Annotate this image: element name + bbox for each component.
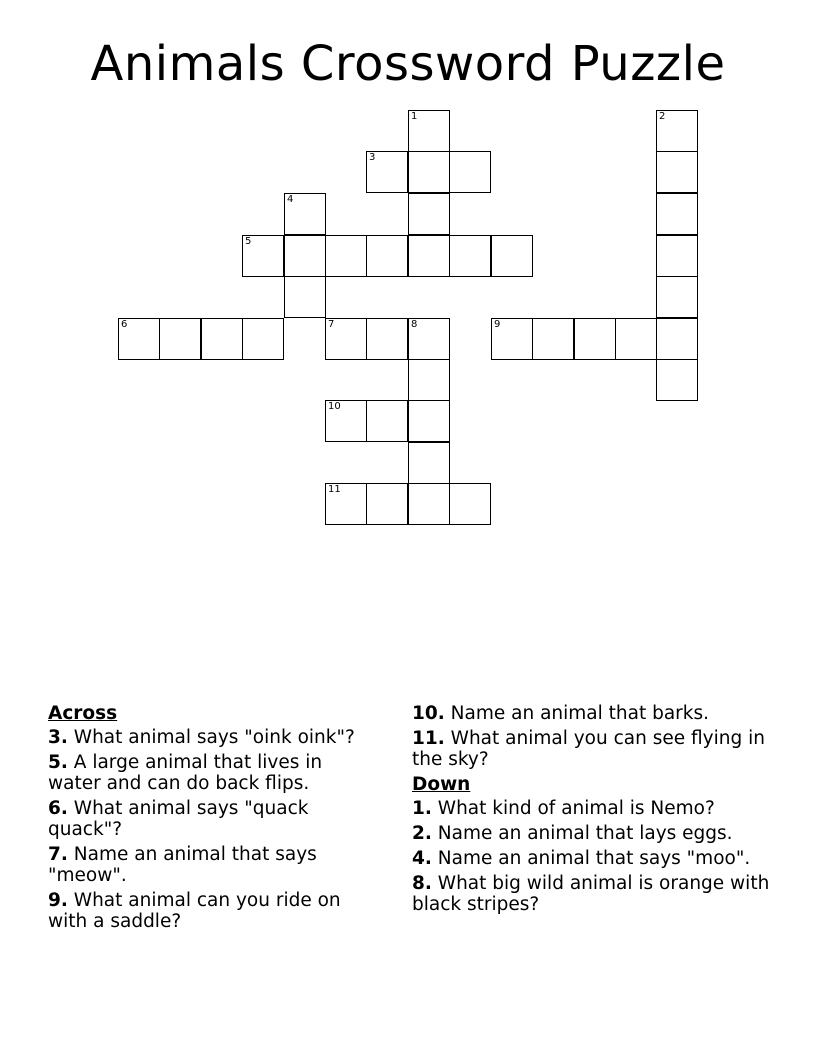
clue-across-6 bbox=[48, 798, 378, 840]
grid-cell[interactable] bbox=[656, 151, 698, 193]
grid-cell[interactable] bbox=[118, 318, 160, 360]
clue-number-label: 11. bbox=[412, 728, 445, 749]
grid-cell[interactable] bbox=[159, 318, 201, 360]
grid-cell[interactable] bbox=[449, 151, 491, 193]
grid-cell[interactable] bbox=[242, 318, 284, 360]
grid-cell[interactable] bbox=[574, 318, 616, 360]
clue-text: What animal you can see flying in the sky? bbox=[412, 728, 765, 770]
grid-cell[interactable] bbox=[366, 400, 408, 442]
grid-cell[interactable] bbox=[408, 442, 450, 484]
page-title: Animals Crossword Puzzle bbox=[90, 36, 726, 92]
clues-continued bbox=[412, 703, 772, 919]
grid-cell[interactable] bbox=[242, 235, 284, 277]
clue-text: What big wild animal is orange with black stripes? bbox=[412, 873, 770, 915]
grid-cell[interactable] bbox=[656, 235, 698, 277]
clue-across-11 bbox=[412, 728, 772, 770]
clue-text: Name an animal that lays eggs. bbox=[431, 823, 733, 844]
clue-down-2 bbox=[412, 823, 772, 844]
clue-across-9 bbox=[48, 890, 378, 932]
clue-number-label: 9. bbox=[48, 890, 68, 911]
clue-text: A large animal that lives in water and can do back flips. bbox=[48, 752, 323, 794]
grid-cell[interactable] bbox=[201, 318, 243, 360]
clue-number-label: 2. bbox=[412, 823, 432, 844]
grid-cell[interactable] bbox=[449, 235, 491, 277]
grid-cell[interactable] bbox=[408, 483, 450, 525]
clue-number: 5 bbox=[245, 236, 252, 247]
clue-number-label: 5. bbox=[48, 752, 68, 773]
clue-text: What kind of animal is Nemo? bbox=[431, 798, 715, 819]
grid-cell[interactable] bbox=[284, 235, 326, 277]
grid-cell[interactable] bbox=[408, 235, 450, 277]
clue-down-8 bbox=[412, 873, 772, 915]
grid-cell[interactable] bbox=[656, 359, 698, 401]
grid-cell[interactable] bbox=[656, 276, 698, 318]
clue-across-5 bbox=[48, 752, 378, 794]
clue-across-10 bbox=[412, 703, 772, 724]
clue-number: 1 bbox=[411, 111, 418, 122]
grid-cell[interactable] bbox=[408, 359, 450, 401]
grid-cell[interactable] bbox=[325, 400, 367, 442]
grid-cell[interactable] bbox=[408, 151, 450, 193]
grid-cell[interactable] bbox=[325, 235, 367, 277]
clue-number-label: 6. bbox=[48, 798, 68, 819]
clue-down-1 bbox=[412, 798, 772, 819]
grid-cell[interactable] bbox=[366, 235, 408, 277]
clue-across-3 bbox=[48, 727, 378, 748]
clue-text: Name an animal that says "meow". bbox=[48, 844, 317, 886]
grid-cell[interactable] bbox=[656, 193, 698, 235]
grid-cell[interactable] bbox=[284, 193, 326, 235]
grid-cell[interactable] bbox=[325, 318, 367, 360]
clue-number-label: 1. bbox=[412, 798, 432, 819]
clue-across-7 bbox=[48, 844, 378, 886]
grid-cell[interactable] bbox=[408, 318, 450, 360]
clue-number: 2 bbox=[659, 111, 666, 122]
grid-cell[interactable] bbox=[449, 483, 491, 525]
clue-text: What animal can you ride on with a saddle? bbox=[48, 890, 341, 932]
clue-number-label: 8. bbox=[412, 873, 432, 894]
clue-number-label: 4. bbox=[412, 848, 432, 869]
grid-cell[interactable] bbox=[366, 318, 408, 360]
grid-cell[interactable] bbox=[366, 151, 408, 193]
clue-number: 10 bbox=[328, 401, 341, 412]
clue-down-4 bbox=[412, 848, 772, 869]
grid-cell[interactable] bbox=[656, 318, 698, 360]
grid-cell[interactable] bbox=[284, 276, 326, 318]
clue-number-label: 10. bbox=[412, 703, 445, 724]
grid-cell[interactable] bbox=[408, 110, 450, 152]
across-heading: Across bbox=[48, 703, 118, 724]
clue-number: 8 bbox=[411, 319, 418, 330]
grid-cell[interactable] bbox=[325, 483, 367, 525]
across-clues bbox=[48, 703, 378, 936]
clue-text: What animal says "quack quack"? bbox=[48, 798, 309, 840]
clue-number-label: 3. bbox=[48, 727, 68, 748]
grid-cell[interactable] bbox=[532, 318, 574, 360]
grid-cell[interactable] bbox=[656, 110, 698, 152]
grid-cell[interactable] bbox=[366, 483, 408, 525]
clue-number: 11 bbox=[328, 484, 341, 495]
clue-text: Name an animal that says "moo". bbox=[431, 848, 751, 869]
clue-number: 7 bbox=[328, 319, 335, 330]
clue-text: Name an animal that barks. bbox=[444, 703, 710, 724]
clue-number: 9 bbox=[494, 319, 501, 330]
grid-cell[interactable] bbox=[491, 318, 533, 360]
clue-number: 4 bbox=[287, 194, 294, 205]
grid-cell[interactable] bbox=[408, 193, 450, 235]
grid-cell[interactable] bbox=[615, 318, 657, 360]
down-heading: Down bbox=[412, 774, 471, 795]
grid-cell[interactable] bbox=[408, 400, 450, 442]
clue-text: What animal says "oink oink"? bbox=[67, 727, 355, 748]
clue-number: 3 bbox=[369, 152, 376, 163]
clue-number: 6 bbox=[121, 319, 128, 330]
grid-cell[interactable] bbox=[491, 235, 533, 277]
clue-number-label: 7. bbox=[48, 844, 68, 865]
